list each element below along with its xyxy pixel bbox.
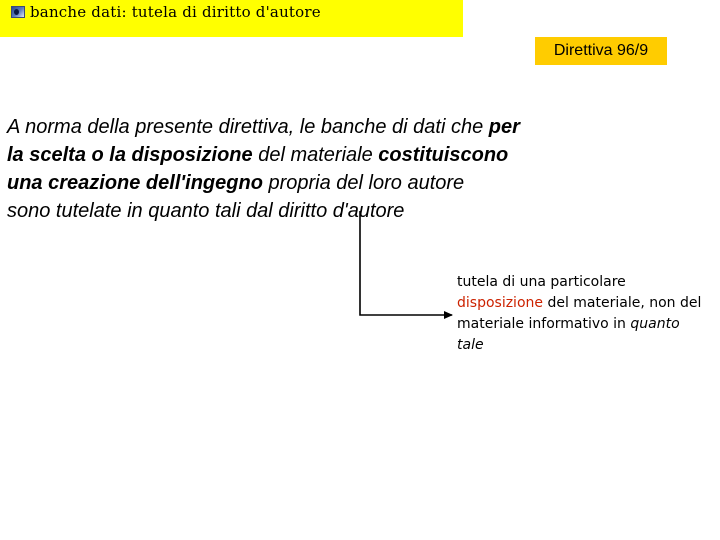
main-line-2-bold-2: costituiscono bbox=[378, 144, 509, 166]
main-line-3-bold: una creazione dell'ingegno bbox=[7, 172, 263, 194]
main-line-2-bold: la scelta o la disposizione bbox=[7, 144, 253, 166]
arrow-line bbox=[360, 211, 452, 315]
main-line-1-text: A norma della presente direttiva, le banche di dati che bbox=[7, 116, 489, 138]
annotation-note bbox=[457, 272, 707, 356]
slide-title: banche dati: tutela di diritto d'autore bbox=[30, 3, 321, 21]
directive-badge: Direttiva 96/9 bbox=[535, 37, 667, 65]
main-line-4-text: sono tutelate in quanto tali dal diritto d'autore bbox=[7, 200, 405, 222]
main-line-3-text: propria del loro autore bbox=[262, 172, 465, 194]
note-text-2: del materiale, non del materiale informativo in bbox=[457, 295, 702, 332]
note-highlight: disposizione bbox=[457, 295, 543, 311]
note-italic: quanto tale bbox=[457, 316, 680, 353]
main-line-1-bold: per bbox=[488, 116, 520, 138]
note-text-1: tutela di una particolare bbox=[457, 274, 626, 290]
main-line-2-text: del materiale bbox=[252, 144, 379, 166]
